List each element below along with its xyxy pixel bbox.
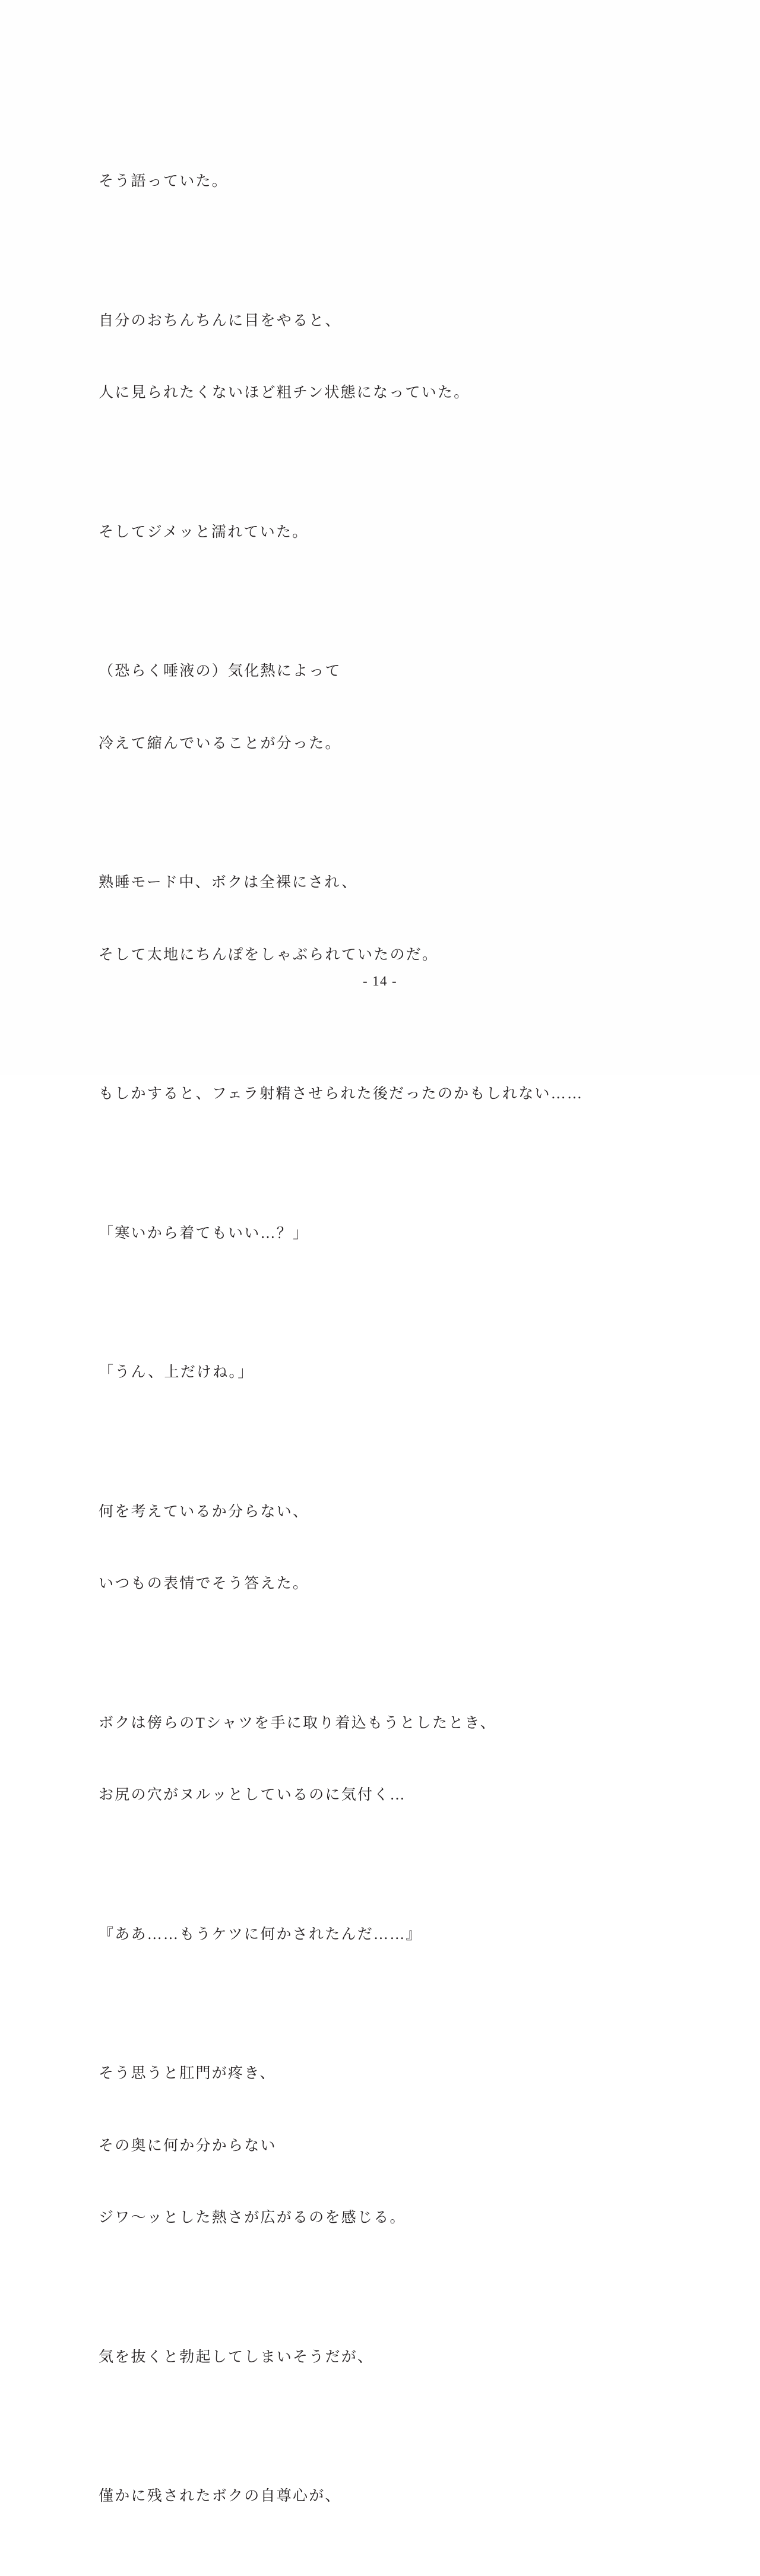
- text-line: 自分のおちんちんに目をやると、: [99, 312, 341, 329]
- paragraph: [99, 1313, 621, 1433]
- text-line: お尻の穴がヌルッとしているのに気付く…: [99, 1787, 406, 1803]
- text-line: そしてジメッと濡れていた。: [99, 524, 309, 540]
- body-text-column: [99, 122, 621, 2576]
- paragraph: [99, 261, 621, 454]
- text-line: 「寒いから着てもいい…？」: [99, 1225, 309, 1241]
- text-line: 気を抜くと勃起してしまいそうだが、: [99, 2349, 374, 2365]
- text-line: 何を考えているか分らない、: [99, 1503, 309, 1520]
- text-line: （恐らく唾液の）気化熱によって: [99, 663, 341, 679]
- paragraph: [99, 1664, 621, 1856]
- text-line: その奥に何か分からない: [99, 2137, 277, 2154]
- paragraph: [99, 122, 621, 242]
- paragraph: [99, 1875, 621, 1995]
- text-line: 人に見られたくないほど粗チン状態になっていた。: [99, 385, 470, 401]
- text-line: いつもの表情でそう答えた。: [99, 1576, 309, 1592]
- text-line: ボクは傍らのTシャツを手に取り着込もうとしたとき、: [99, 1715, 497, 1731]
- text-line: 冷えて縮んでいることが分った。: [99, 735, 341, 752]
- text-line: ジワ〜ッとした熱さが広がるのを感じる。: [99, 2210, 406, 2226]
- text-line: 『ああ……もうケツに何かされたんだ……』: [99, 1926, 422, 1943]
- paragraph: [99, 1452, 621, 1645]
- page-number: - 14 -: [362, 974, 398, 988]
- paragraph: [99, 2298, 621, 2418]
- text-line: そう語っていた。: [99, 173, 229, 189]
- paragraph: [99, 2014, 621, 2279]
- text-line: 熟睡モード中、ボクは全裸にされ、: [99, 874, 358, 891]
- paragraph: [99, 611, 621, 804]
- paragraph: [99, 1174, 621, 1294]
- paragraph: [99, 473, 621, 593]
- text-line: 「うん、上だけね。」: [99, 1364, 254, 1380]
- paragraph: [99, 1034, 621, 1155]
- paragraph: [99, 2436, 621, 2557]
- text-line: もしかすると、フェラ射精させられた後だったのかもしれない……: [99, 1086, 584, 1102]
- text-line: 僅かに残されたボクの自尊心が、: [99, 2488, 341, 2504]
- text-line: そう思うと肛門が疼き、: [99, 2065, 276, 2081]
- text-line: そして太地にちんぽをしゃぶられていたのだ。: [99, 946, 439, 963]
